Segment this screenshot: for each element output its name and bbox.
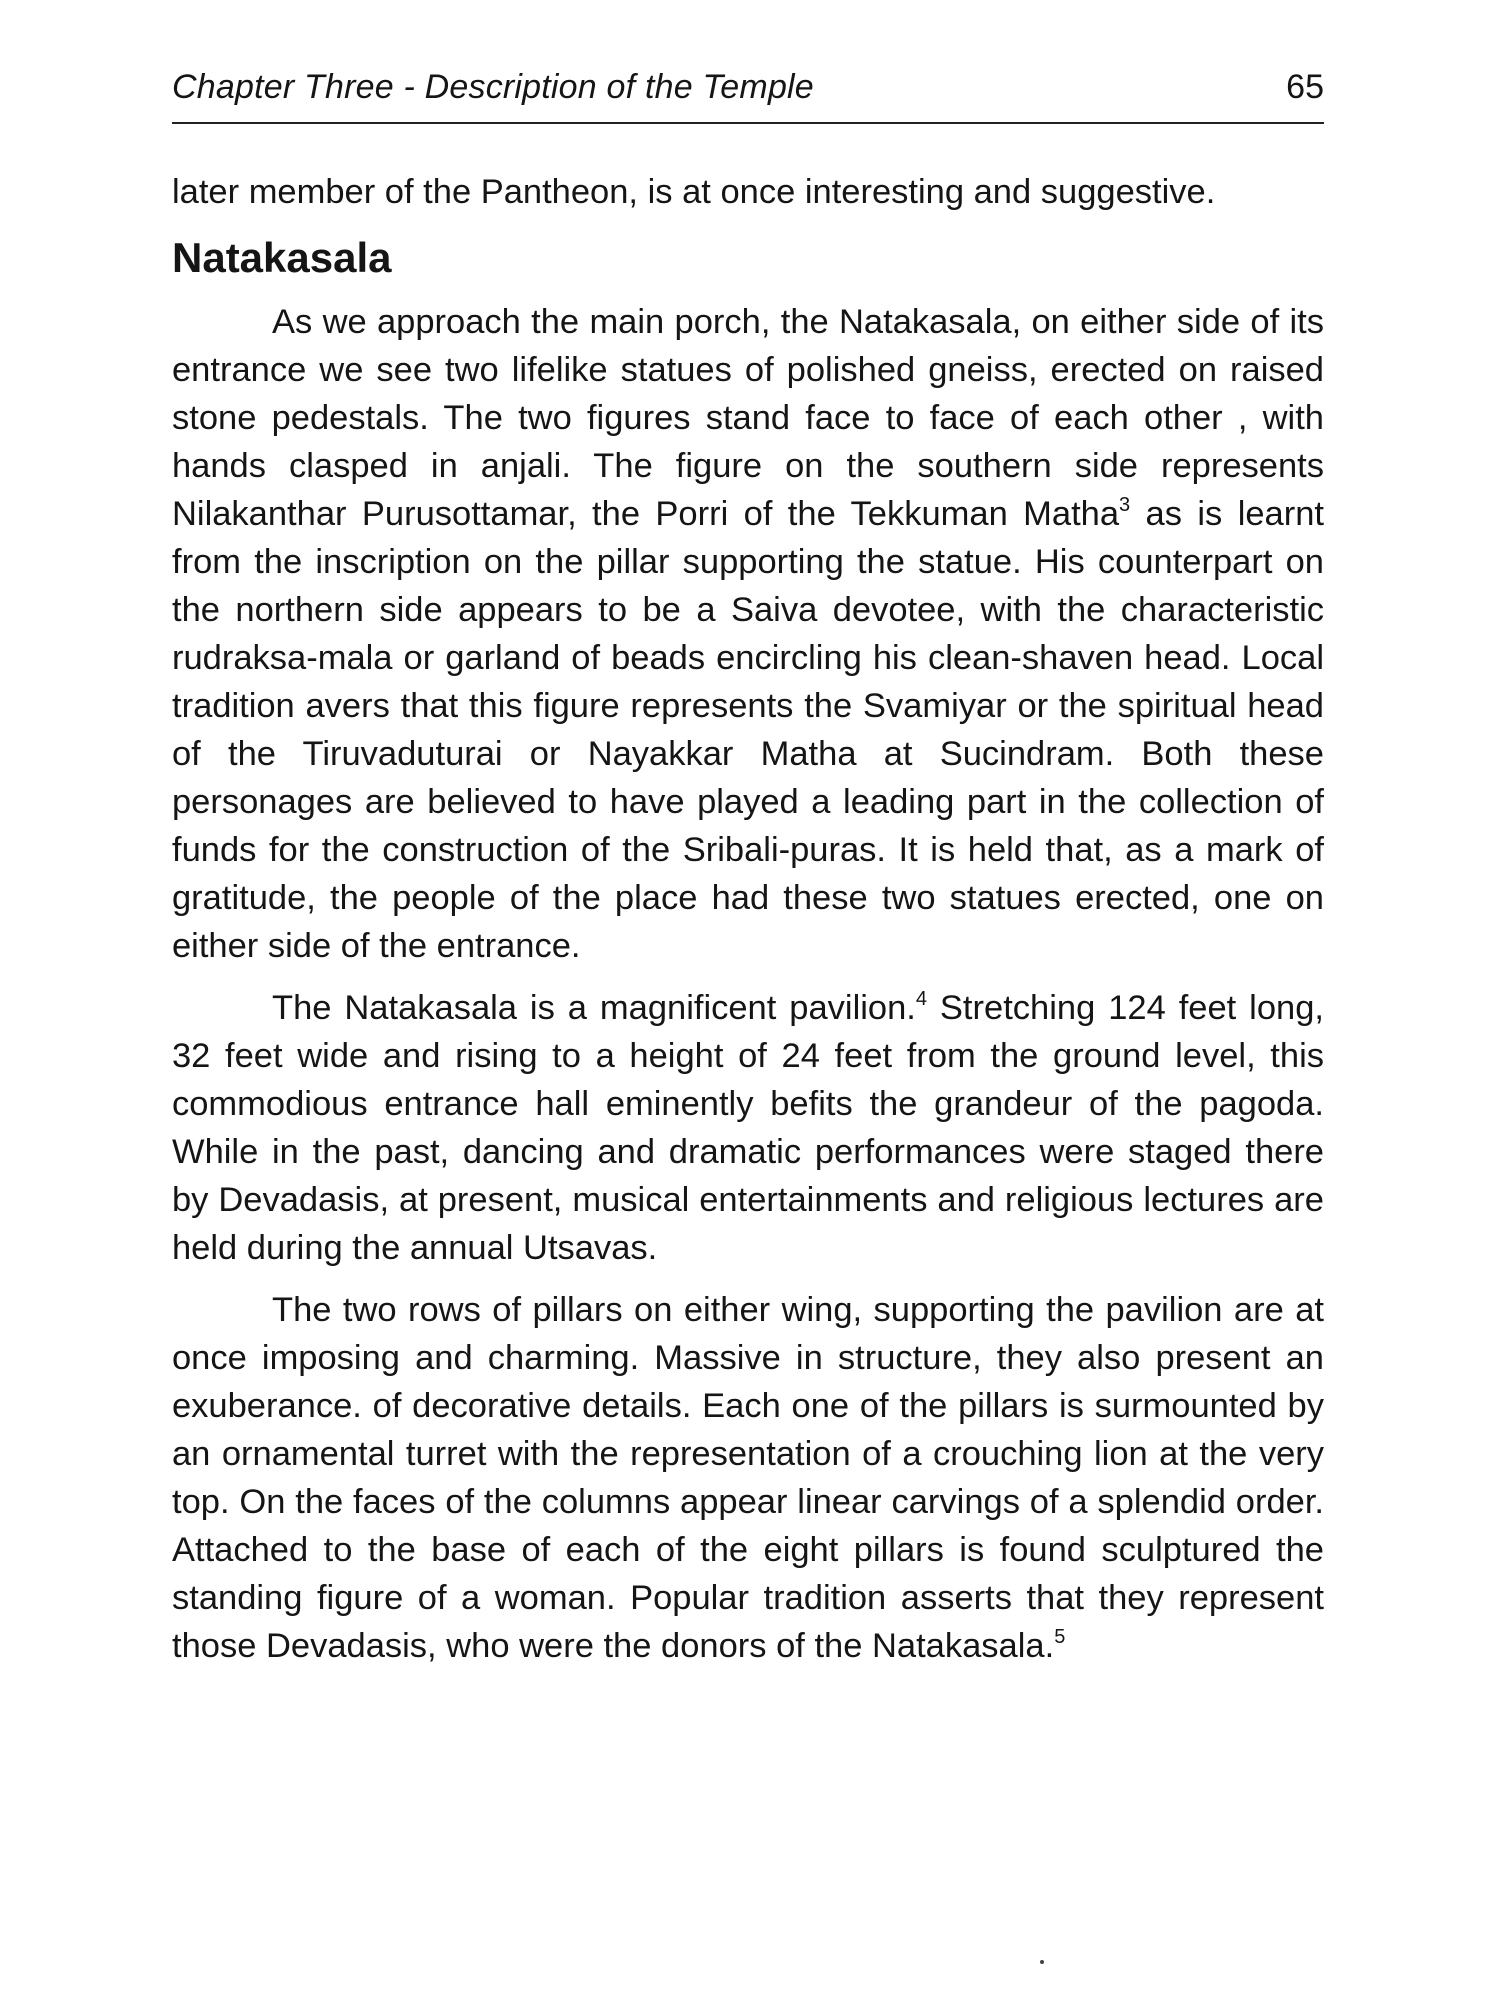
paragraph-text: The Natakasala is a magnificent pavilion. (272, 989, 916, 1027)
paragraph-pillars (172, 1286, 1324, 1670)
footnote-ref: 4 (915, 988, 927, 1010)
paragraph-pavilion (172, 984, 1324, 1272)
print-speck (1040, 1960, 1044, 1964)
page-number: 65 (1286, 68, 1324, 106)
paragraph-text: Stretching 124 feet long, 32 feet wide and rising to a height of 24 feet from the ground level, this commodious entrance hall eminently befits the grandeur of the pagoda. While in the past, dancing and dramatic performances were staged there by Devadasis, at present, musical entertainments and religious lectures are held during the annual Utsavas. (172, 989, 1324, 1267)
footnote-ref: 3 (1119, 494, 1131, 516)
continued-paragraph: later member of the Pantheon, is at once interesting and suggestive. (172, 173, 1216, 211)
section-heading: Natakasala (172, 234, 392, 281)
paragraph-statues (172, 298, 1324, 970)
body-text (172, 168, 1324, 1684)
footnote-ref: 5 (1054, 1626, 1066, 1648)
paragraph-text: as is learnt from the inscription on the pillar supporting the statue. His counterpart on the northern side appears to be a Saiva devotee, with the characteristic rudraksa-mala or garland of beads encircling his clean-shaven head. Local tradition avers that this figure represents the Svamiyar or the spiritual head of the Tiruvaduturai or Nayakkar Matha at Sucindram. Both these personages are believed to have played a leading part in the collection of funds for the construction of the Sribali-puras. It is held that, as a mark of gratitude, the people of the place had these two statues erected, one on either side of the entrance. (172, 495, 1324, 965)
paragraph-text: The two rows of pillars on either wing, supporting the pavilion are at once imposing and charming. Massive in structure, they also present an exuberance. of decorative details. Each one of the pillars is surmounted by an ornamental turret with the representation of a crouching lion at the very top. On the faces of the columns appear linear carvings of a splendid order. Attached to the base of each of the eight pillars is found sculptured the standing figure of a woman. Popular tradition asserts that they represent those Devadasis, who were the donors of the Natakasala. (172, 1291, 1324, 1665)
paragraph-text: As we approach the main porch, the Natakasala, on either side of its entrance we see two lifelike statues of polished gneiss, erected on raised stone pedestals. The two figures stand face to face of each other , with hands clasped in anjali. The figure on the southern side represents Nilakanthar Purusottamar, the Porri of the Tekkuman Matha (172, 303, 1324, 533)
running-head (172, 62, 1324, 124)
chapter-title: Chapter Three - Description of the Temple (172, 68, 814, 106)
